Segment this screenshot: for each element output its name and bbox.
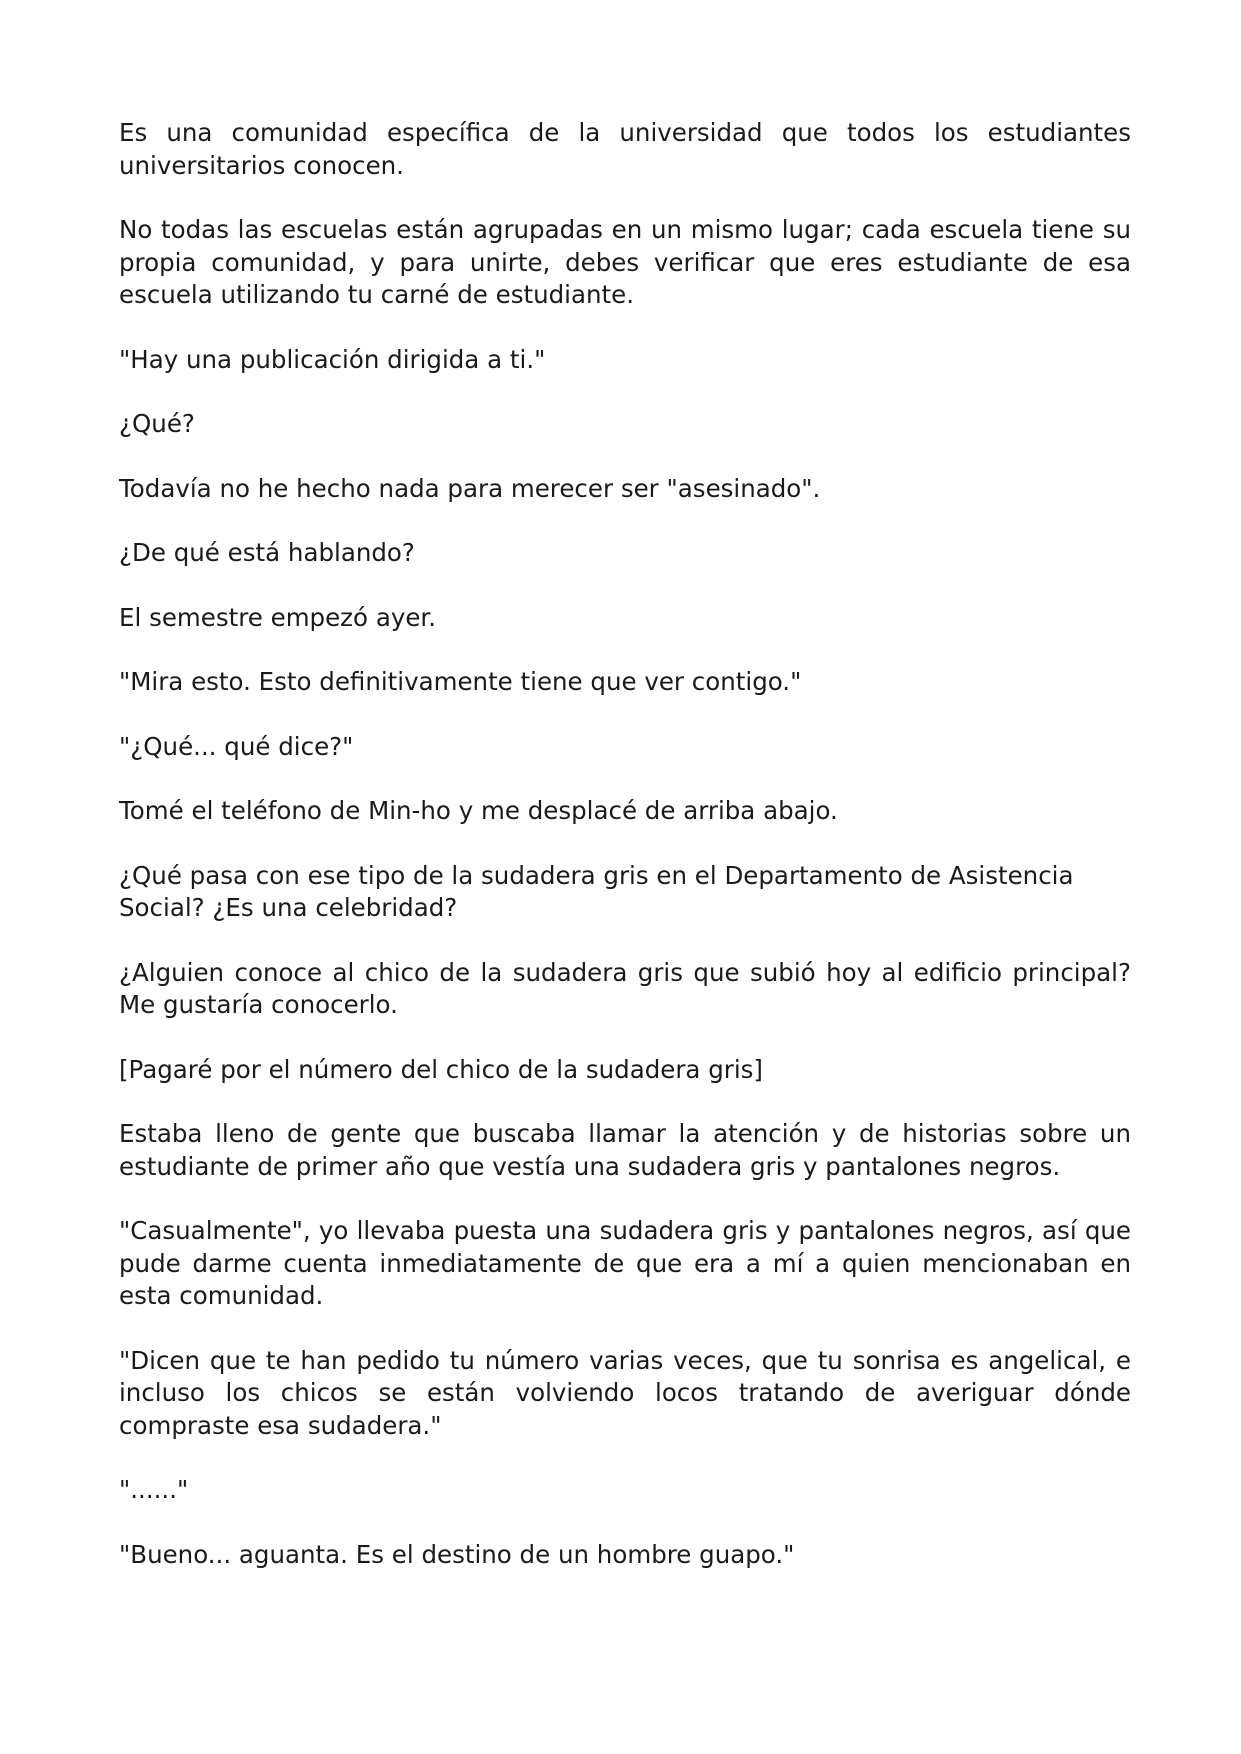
paragraph-16: "Dicen que te han pedido tu número varias veces, que tu sonrisa es angelical, e incluso los chicos se están volviendo locos tratando de averiguar dónde compraste esa sudadera." [119,1345,1131,1440]
paragraph-12: ¿Alguien conoce al chico de la sudadera gris que subió hoy al edificio principal? Me gustaría conocerlo. [119,957,1131,1019]
paragraph-13: [Pagaré por el número del chico de la sudadera gris] [119,1054,763,1084]
paragraph-15: "Casualmente", yo llevaba puesta una sudadera gris y pantalones negros, así que pude darme cuenta inmediatamente de que era a mí a quien mencionaban en esta comunidad. [119,1216,1131,1310]
paragraph-6: ¿De qué está hablando? [119,538,415,567]
paragraph-7: El semestre empezó ayer. [119,602,437,632]
paragraph-2: No todas las escuelas están agrupadas en un mismo lugar; cada escuela tiene su propia comunidad, y para unirte, debes verificar que eres estudiante de esa escuela utilizando tu carné de estudiante. [119,215,1131,309]
paragraph-9: "¿Qué... qué dice?" [119,731,354,761]
paragraph-18: "Bueno... aguanta. Es el destino de un hombre guapo." [119,1539,795,1569]
paragraph-3: "Hay una publicación dirigida a ti." [119,344,546,374]
paragraph-14: Estaba lleno de gente que buscaba llamar la atención y de historias sobre un estudiante de primer año que vestía una sudadera gris y pantalones negros. [119,1119,1131,1181]
paragraph-10: Tomé el teléfono de Min-ho y me desplacé de arriba abajo. [119,796,838,825]
paragraph-8: "Mira esto. Esto definitivamente tiene que ver contigo." [119,667,802,696]
paragraph-5: Todavía no he hecho nada para merecer ser "asesinado". [119,473,821,503]
paragraph-1: Es una comunidad específica de la universidad que todos los estudiantes universitarios conocen. [119,118,1131,180]
paragraph-17: "......" [119,1475,189,1504]
paragraph-4: ¿Qué? [119,409,195,438]
paragraph-11: ¿Qué pasa con ese tipo de la sudadera gris en el Departamento de Asistencia Social? ¿Es una celebridad? [119,860,1074,922]
document-body [119,117,1131,1603]
